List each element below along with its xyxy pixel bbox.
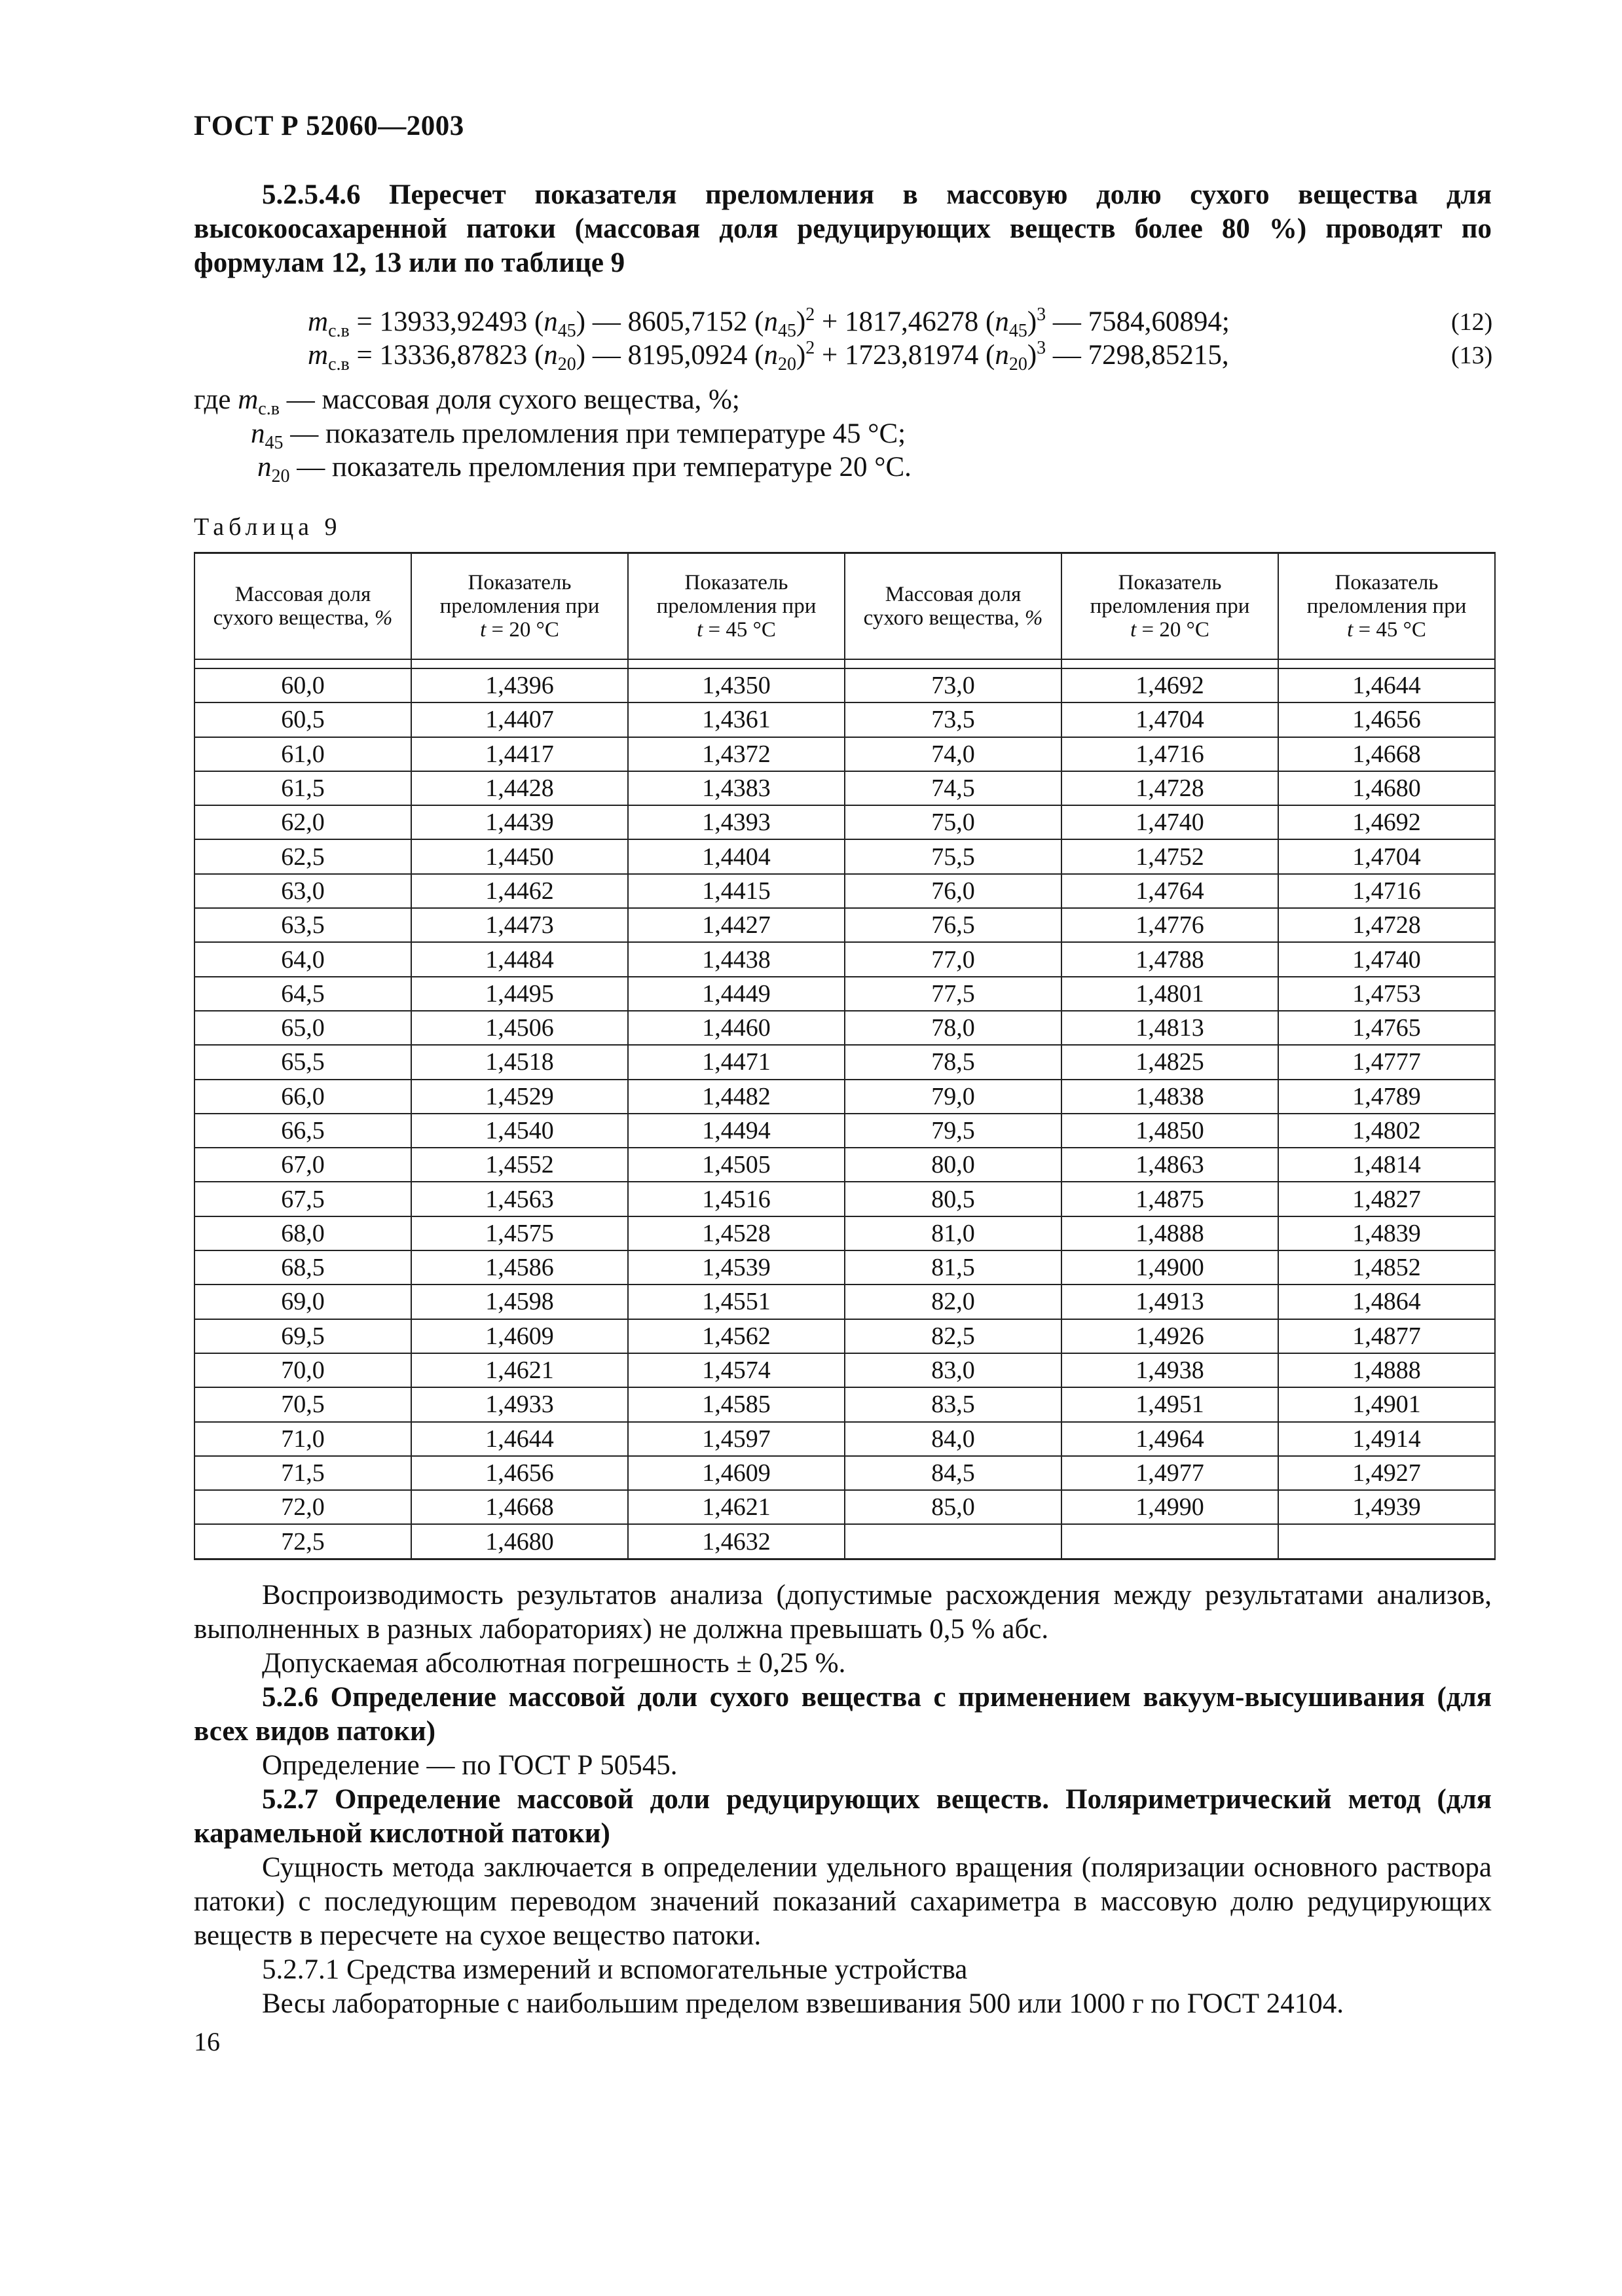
- formula-text: + 1723,81974 (: [815, 340, 995, 371]
- table-cell: 1,4852: [1278, 1250, 1495, 1285]
- table-cell: 1,4776: [1061, 908, 1278, 942]
- table-cell: 63,5: [194, 908, 411, 942]
- table-cell: 1,4939: [1278, 1490, 1495, 1524]
- table-cell: 74,5: [845, 771, 1061, 805]
- table-cell: 71,5: [194, 1456, 411, 1490]
- table-row: [194, 1456, 1495, 1490]
- table-cell: 1,4914: [1278, 1422, 1495, 1456]
- table-cell: 1,4407: [411, 702, 628, 737]
- table-cell: 1,4926: [1061, 1319, 1278, 1353]
- table-cell: 1,4752: [1061, 839, 1278, 873]
- spacer-cell: [1278, 659, 1495, 668]
- col-header-index-45: [1278, 553, 1495, 660]
- table-cell: 1,4668: [1278, 737, 1495, 771]
- table-cell: 1,4562: [628, 1319, 845, 1353]
- table-cell: 1,4765: [1278, 1011, 1495, 1045]
- header-text: Показатель: [1118, 571, 1222, 594]
- formula-sub: 45: [777, 321, 796, 341]
- formula-exp: 2: [805, 304, 815, 325]
- table-cell: 82,0: [845, 1285, 1061, 1319]
- header-text: t: [1130, 618, 1137, 642]
- section-heading-5-2-5-4-6: 5.2.5.4.6 Пересчет показателя преломления в массовую долю сухого вещества для высокоосахаренной патоки (массовая доля редуцирующих веществ более 80 %) проводят по формулам 12, 13 или по таблице 9: [194, 179, 1492, 278]
- table-cell: 1,4827: [1278, 1182, 1495, 1216]
- col-header-index-20: [1061, 553, 1278, 660]
- table-row: [194, 1490, 1495, 1524]
- table-row: [194, 1524, 1495, 1559]
- table-cell: 84,0: [845, 1422, 1061, 1456]
- table-row: [194, 771, 1495, 805]
- table-cell: 80,0: [845, 1148, 1061, 1182]
- table-cell: 1,4913: [1061, 1285, 1278, 1319]
- table-cell: 1,4933: [411, 1387, 628, 1421]
- header-text: Массовая доля: [885, 583, 1022, 606]
- table-cell: 64,0: [194, 942, 411, 976]
- table-row: [194, 1387, 1495, 1421]
- table-cell: 1,4951: [1061, 1387, 1278, 1421]
- table-cell: 61,0: [194, 737, 411, 771]
- table-body: [194, 668, 1495, 1559]
- table-cell: 1,4598: [411, 1285, 628, 1319]
- table-row: [194, 1216, 1495, 1250]
- table-cell: 66,5: [194, 1114, 411, 1148]
- table-cell: [845, 1524, 1061, 1559]
- table-cell: 1,4539: [628, 1250, 845, 1285]
- table-row: [194, 702, 1495, 737]
- formula-text: ): [796, 340, 806, 371]
- section-heading-5-2-7: 5.2.7 Определение массовой доли редуцирующих веществ. Поляриметрический метод (для карамельной кислотной патоки): [194, 1784, 1492, 1849]
- formula-13: [308, 338, 1229, 374]
- table-cell: 1,4462: [411, 874, 628, 908]
- formula-sub: 20: [1008, 354, 1027, 374]
- table-cell: 1,4471: [628, 1045, 845, 1079]
- table-cell: 1,4484: [411, 942, 628, 976]
- table-cell: 1,4838: [1061, 1080, 1278, 1114]
- table-cell: 1,4361: [628, 702, 845, 737]
- formula-sub: 45: [1008, 321, 1027, 341]
- table-cell: 1,4716: [1061, 737, 1278, 771]
- where-n45: [251, 418, 906, 453]
- table-cell: 1,4372: [628, 737, 845, 771]
- subsection-5-2-7-1: 5.2.7.1 Средства измерений и вспомогательные устройства: [262, 1954, 968, 1985]
- table-caption: Таблица 9: [194, 513, 342, 541]
- table-cell: 1,4938: [1061, 1353, 1278, 1387]
- formula-text: ): [1027, 340, 1037, 371]
- table-cell: 1,4427: [628, 908, 845, 942]
- table-cell: 1,4875: [1061, 1182, 1278, 1216]
- reproducibility-text: Воспроизводимость результатов анализа (допустимые расхождения между результатами анализов, выполненных в разных лабораториях) не должна превышать 0,5 % абс.: [194, 1580, 1492, 1645]
- table-cell: 1,4621: [411, 1353, 628, 1387]
- table-cell: 1,4528: [628, 1216, 845, 1250]
- table-cell: 70,5: [194, 1387, 411, 1421]
- formula-text: ) — 8605,7152 (: [576, 306, 764, 337]
- table-row: [194, 1422, 1495, 1456]
- table-cell: 79,5: [845, 1114, 1061, 1148]
- table-cell: 65,5: [194, 1045, 411, 1079]
- header-text: = 45 °С: [1353, 618, 1426, 642]
- table-header-row: [194, 553, 1495, 660]
- table-row: [194, 1114, 1495, 1148]
- table-cell: 1,4668: [411, 1490, 628, 1524]
- table-cell: 1,4839: [1278, 1216, 1495, 1250]
- table-cell: 72,5: [194, 1524, 411, 1559]
- table-row: [194, 1319, 1495, 1353]
- table-cell: 1,4417: [411, 737, 628, 771]
- table-row: [194, 1250, 1495, 1285]
- table-cell: 78,0: [845, 1011, 1061, 1045]
- header-text: Показатель: [1335, 571, 1439, 594]
- table-cell: 1,4586: [411, 1250, 628, 1285]
- table-cell: 69,0: [194, 1285, 411, 1319]
- table-cell: 82,5: [845, 1319, 1061, 1353]
- table-cell: 1,4396: [411, 668, 628, 702]
- where-desc: — показатель преломления при температуре 45 °С;: [283, 418, 906, 449]
- table-cell: 1,4877: [1278, 1319, 1495, 1353]
- formula-var: n: [544, 306, 558, 337]
- table-cell: 1,4704: [1061, 702, 1278, 737]
- table-row: [194, 1182, 1495, 1216]
- formula-var: m: [308, 306, 329, 337]
- table-cell: 1,4900: [1061, 1250, 1278, 1285]
- table-cell: 1,4621: [628, 1490, 845, 1524]
- table-cell: 61,5: [194, 771, 411, 805]
- table-cell: 63,0: [194, 874, 411, 908]
- where-sub: 20: [271, 466, 290, 486]
- where-var: n: [257, 452, 272, 483]
- table-cell: 1,4692: [1061, 668, 1278, 702]
- spacer-cell: [845, 659, 1061, 668]
- table-cell: 1,4740: [1061, 805, 1278, 839]
- where-sub: с.в: [258, 399, 280, 419]
- formula-text: = 13336,87823 (: [349, 340, 544, 371]
- table-cell: 1,4901: [1278, 1387, 1495, 1421]
- table-cell: 1,4753: [1278, 977, 1495, 1011]
- document-header: ГОСТ Р 52060—2003: [194, 111, 464, 141]
- formula-exp: 3: [1037, 304, 1046, 325]
- formula-text: — 7584,60894;: [1046, 306, 1230, 337]
- formula-12: [308, 304, 1230, 341]
- formula-text: = 13933,92493 (: [349, 306, 544, 337]
- table-cell: 1,4393: [628, 805, 845, 839]
- table-cell: 1,4864: [1278, 1285, 1495, 1319]
- table-cell: 1,4428: [411, 771, 628, 805]
- table-cell: 1,4704: [1278, 839, 1495, 873]
- table-cell: 76,5: [845, 908, 1061, 942]
- table-cell: 81,0: [845, 1216, 1061, 1250]
- table-cell: 1,4575: [411, 1216, 628, 1250]
- where-sub: 45: [265, 433, 284, 453]
- table-row: [194, 942, 1495, 976]
- table-cell: 1,4585: [628, 1387, 845, 1421]
- table-cell: 1,4438: [628, 942, 845, 976]
- header-text: преломления при: [439, 594, 600, 618]
- where-m: [194, 384, 740, 419]
- table-cell: 69,5: [194, 1319, 411, 1353]
- table-cell: [1061, 1524, 1278, 1559]
- table-cell: 1,4692: [1278, 805, 1495, 839]
- table-row: [194, 668, 1495, 702]
- table-row: [194, 874, 1495, 908]
- table-cell: 81,5: [845, 1250, 1061, 1285]
- header-text: сухого вещества,: [213, 606, 375, 630]
- table-cell: 1,4574: [628, 1353, 845, 1387]
- formula-var: n: [544, 340, 558, 371]
- table-cell: 72,0: [194, 1490, 411, 1524]
- header-text: сухого вещества,: [863, 606, 1025, 630]
- table-cell: 1,4788: [1061, 942, 1278, 976]
- table-cell: 68,0: [194, 1216, 411, 1250]
- table-cell: 60,5: [194, 702, 411, 737]
- table-cell: 85,0: [845, 1490, 1061, 1524]
- table-row: [194, 1080, 1495, 1114]
- spacer-cell: [194, 659, 411, 668]
- table-cell: 1,4716: [1278, 874, 1495, 908]
- formula-var: n: [995, 340, 1009, 371]
- header-text: Показатель: [468, 571, 572, 594]
- page-number: 16: [194, 2027, 220, 2056]
- table-cell: 1,4850: [1061, 1114, 1278, 1148]
- table-cell: 1,4516: [628, 1182, 845, 1216]
- table-cell: 64,5: [194, 977, 411, 1011]
- table-cell: 75,5: [845, 839, 1061, 873]
- table-cell: 1,4494: [628, 1114, 845, 1148]
- table-cell: 1,4505: [628, 1148, 845, 1182]
- section-heading-5-2-6: 5.2.6 Определение массовой доли сухого вещества с применением вакуум-высушивания (для всех видов патоки): [194, 1682, 1492, 1747]
- table-row: [194, 908, 1495, 942]
- table-cell: 1,4551: [628, 1285, 845, 1319]
- table-cell: 66,0: [194, 1080, 411, 1114]
- table-cell: 1,4383: [628, 771, 845, 805]
- header-text: преломления при: [656, 594, 817, 618]
- table-cell: 1,4990: [1061, 1490, 1278, 1524]
- header-text: Показатель: [684, 571, 788, 594]
- table-cell: 1,4789: [1278, 1080, 1495, 1114]
- col-header-mass: [845, 553, 1061, 660]
- table-cell: 67,5: [194, 1182, 411, 1216]
- table-cell: 1,4964: [1061, 1422, 1278, 1456]
- table-cell: 74,0: [845, 737, 1061, 771]
- header-text: = 20 °С: [1136, 618, 1209, 642]
- table-cell: 1,4863: [1061, 1148, 1278, 1182]
- table-cell: 73,0: [845, 668, 1061, 702]
- table-cell: 60,0: [194, 668, 411, 702]
- table-cell: 1,4888: [1061, 1216, 1278, 1250]
- table-cell: 1,4449: [628, 977, 845, 1011]
- table-cell: 67,0: [194, 1148, 411, 1182]
- formula-var: m: [308, 340, 329, 371]
- where-intro: где: [194, 384, 238, 415]
- table-cell: 68,5: [194, 1250, 411, 1285]
- formula-text: — 7298,85215,: [1046, 340, 1229, 371]
- table-cell: 79,0: [845, 1080, 1061, 1114]
- table-cell: 71,0: [194, 1422, 411, 1456]
- table-cell: 1,4764: [1061, 874, 1278, 908]
- table-cell: 1,4777: [1278, 1045, 1495, 1079]
- equation-number-13: (13): [1451, 342, 1493, 369]
- table-row: [194, 805, 1495, 839]
- spacer-cell: [1061, 659, 1278, 668]
- table-cell: 65,0: [194, 1011, 411, 1045]
- table-row: [194, 839, 1495, 873]
- header-text: t: [480, 618, 487, 642]
- table-cell: 83,0: [845, 1353, 1061, 1387]
- header-text: t: [697, 618, 703, 642]
- header-text: t: [1347, 618, 1354, 642]
- header-text: %: [1024, 606, 1043, 630]
- table-row: [194, 1285, 1495, 1319]
- table-cell: 1,4529: [411, 1080, 628, 1114]
- table-cell: 1,4540: [411, 1114, 628, 1148]
- col-header-index-45: [628, 553, 845, 660]
- table-cell: 1,4927: [1278, 1456, 1495, 1490]
- table-cell: 1,4460: [628, 1011, 845, 1045]
- spacer-cell: [628, 659, 845, 668]
- table-cell: 76,0: [845, 874, 1061, 908]
- table-cell: 1,4450: [411, 839, 628, 873]
- table-cell: 1,4728: [1061, 771, 1278, 805]
- where-var: n: [251, 418, 265, 449]
- table-row: [194, 1353, 1495, 1387]
- where-desc: — показатель преломления при температуре 20 °С.: [289, 452, 912, 483]
- formula-text: ): [1027, 306, 1037, 337]
- table-cell: 1,4495: [411, 977, 628, 1011]
- table-cell: 1,4563: [411, 1182, 628, 1216]
- formula-exp: 2: [805, 338, 815, 358]
- table-cell: 1,4656: [411, 1456, 628, 1490]
- formula-sub: с.в: [328, 321, 350, 341]
- where-var: m: [238, 384, 259, 415]
- table-cell: 75,0: [845, 805, 1061, 839]
- table-cell: 1,4977: [1061, 1456, 1278, 1490]
- header-text: = 20 °С: [486, 618, 559, 642]
- table-cell: 1,4740: [1278, 942, 1495, 976]
- table-cell: 80,5: [845, 1182, 1061, 1216]
- table-row: [194, 1148, 1495, 1182]
- table-cell: 1,4552: [411, 1148, 628, 1182]
- table-cell: 1,4656: [1278, 702, 1495, 737]
- table-cell: 1,4609: [628, 1456, 845, 1490]
- table-cell: 1,4350: [628, 668, 845, 702]
- formula-sub: 20: [777, 354, 796, 374]
- header-text: = 45 °С: [703, 618, 776, 642]
- table-cell: [1278, 1524, 1495, 1559]
- table-cell: 1,4801: [1061, 977, 1278, 1011]
- table-cell: 1,4415: [628, 874, 845, 908]
- table-cell: 62,0: [194, 805, 411, 839]
- table-header-spacer: [194, 659, 1495, 668]
- table-cell: 70,0: [194, 1353, 411, 1387]
- error-text: Допускаемая абсолютная погрешность ± 0,25 %.: [262, 1648, 846, 1679]
- header-text: Массовая доля: [234, 583, 371, 606]
- spacer-cell: [411, 659, 628, 668]
- table-cell: 84,5: [845, 1456, 1061, 1490]
- refraction-table: [194, 552, 1496, 1560]
- col-header-mass: [194, 553, 411, 660]
- table-cell: 1,4473: [411, 908, 628, 942]
- table-row: [194, 737, 1495, 771]
- table-cell: 1,4888: [1278, 1353, 1495, 1387]
- formula-sub: 45: [557, 321, 576, 341]
- table-cell: 77,0: [845, 942, 1061, 976]
- formula-text: ) — 8195,0924 (: [576, 340, 764, 371]
- table-cell: 1,4728: [1278, 908, 1495, 942]
- table-cell: 1,4813: [1061, 1011, 1278, 1045]
- table-cell: 1,4439: [411, 805, 628, 839]
- formula-sub: 20: [557, 354, 576, 374]
- where-desc: — массовая доля сухого вещества, %;: [279, 384, 740, 415]
- table-cell: 1,4802: [1278, 1114, 1495, 1148]
- scales-text: Весы лабораторные с наибольшим пределом взвешивания 500 или 1000 г по ГОСТ 24104.: [262, 1988, 1344, 2019]
- formula-var: n: [995, 306, 1009, 337]
- header-text: преломления при: [1090, 594, 1250, 618]
- col-header-index-20: [411, 553, 628, 660]
- section-5-2-7-text: Сущность метода заключается в определении удельного вращения (поляризации основного раствора патоки) с последующим переводом значений показаний сахариметра в массовую долю редуцирующих веществ в пересчете на сухое вещество патоки.: [194, 1852, 1492, 1951]
- table-cell: 62,5: [194, 839, 411, 873]
- where-n20: [257, 451, 912, 486]
- table-cell: 1,4825: [1061, 1045, 1278, 1079]
- table-cell: 78,5: [845, 1045, 1061, 1079]
- equation-number-12: (12): [1451, 308, 1493, 336]
- table-cell: 1,4632: [628, 1524, 845, 1559]
- formula-sub: с.в: [328, 354, 350, 374]
- table-cell: 1,4680: [1278, 771, 1495, 805]
- table-cell: 1,4597: [628, 1422, 845, 1456]
- formula-exp: 3: [1037, 338, 1046, 358]
- formula-var: n: [764, 306, 778, 337]
- table-cell: 77,5: [845, 977, 1061, 1011]
- header-text: преломления при: [1306, 594, 1467, 618]
- table-cell: 1,4404: [628, 839, 845, 873]
- table-cell: 1,4518: [411, 1045, 628, 1079]
- table-row: [194, 1011, 1495, 1045]
- formula-text: ): [796, 306, 806, 337]
- formula-var: n: [764, 340, 778, 371]
- table-cell: 1,4609: [411, 1319, 628, 1353]
- table-cell: 83,5: [845, 1387, 1061, 1421]
- table-cell: 73,5: [845, 702, 1061, 737]
- table-row: [194, 1045, 1495, 1079]
- table-cell: 1,4644: [1278, 668, 1495, 702]
- table-cell: 1,4482: [628, 1080, 845, 1114]
- table-cell: 1,4506: [411, 1011, 628, 1045]
- header-text: %: [374, 606, 393, 630]
- formula-text: + 1817,46278 (: [815, 306, 995, 337]
- table-cell: 1,4644: [411, 1422, 628, 1456]
- table-cell: 1,4680: [411, 1524, 628, 1559]
- section-5-2-6-text: Определение — по ГОСТ Р 50545.: [262, 1750, 678, 1781]
- table-cell: 1,4814: [1278, 1148, 1495, 1182]
- table-row: [194, 977, 1495, 1011]
